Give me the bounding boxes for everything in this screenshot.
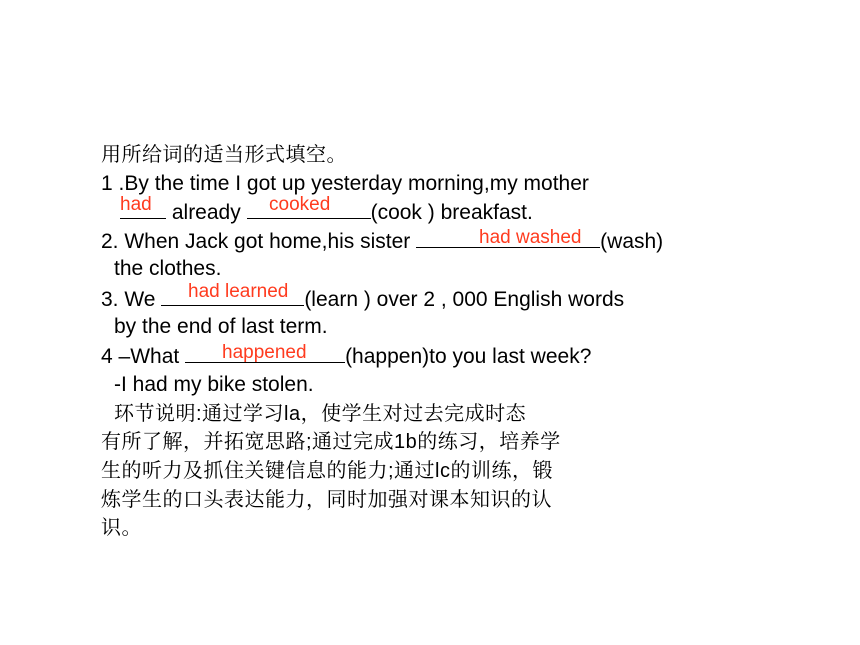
q3-suffix: (learn ) over 2 , 000 English words — [304, 288, 625, 311]
note-line5: 识。 — [101, 517, 142, 539]
q2-suffix: (wash) — [600, 230, 664, 253]
note-line1: 环节说明:通过学习la，使学生对过去完成时态 — [114, 403, 527, 425]
q1-answer-cooked: cooked — [269, 194, 331, 215]
q1-line1: 1 .By the time I got up yesterday morning,my mother — [101, 172, 589, 195]
q3-line1 — [101, 285, 624, 314]
q1-answer-had: had — [120, 194, 152, 215]
q4-prefix: 4 –What — [101, 345, 180, 368]
instruction-text: 用所给词的适当形式填空。 — [101, 144, 347, 166]
q2-prefix: 2. When Jack got home,his sister — [101, 230, 411, 253]
q2-line2: the clothes. — [114, 257, 222, 280]
q3-prefix: 3. We — [101, 288, 156, 311]
q3-line2: by the end of last term. — [114, 315, 328, 338]
note-line2: 有所了解，并拓宽思路;通过完成1b的练习，培养学 — [101, 431, 561, 453]
q1-already: already — [171, 201, 241, 224]
q4-suffix: (happen)to you last week? — [345, 345, 592, 368]
q4-line2: -I had my bike stolen. — [114, 373, 314, 396]
q4-answer: happened — [222, 342, 307, 363]
q4-line1 — [101, 342, 591, 371]
note-line4: 炼学生的口头表达能力，同时加强对课本知识的认 — [101, 489, 552, 511]
q2-answer: had washed — [479, 227, 582, 248]
q1-cook-hint: (cook ) breakfast. — [370, 201, 533, 224]
q3-answer: had learned — [188, 281, 289, 302]
note-line3: 生的听力及抓住关键信息的能力;通过lc的训练，锻 — [101, 460, 553, 482]
